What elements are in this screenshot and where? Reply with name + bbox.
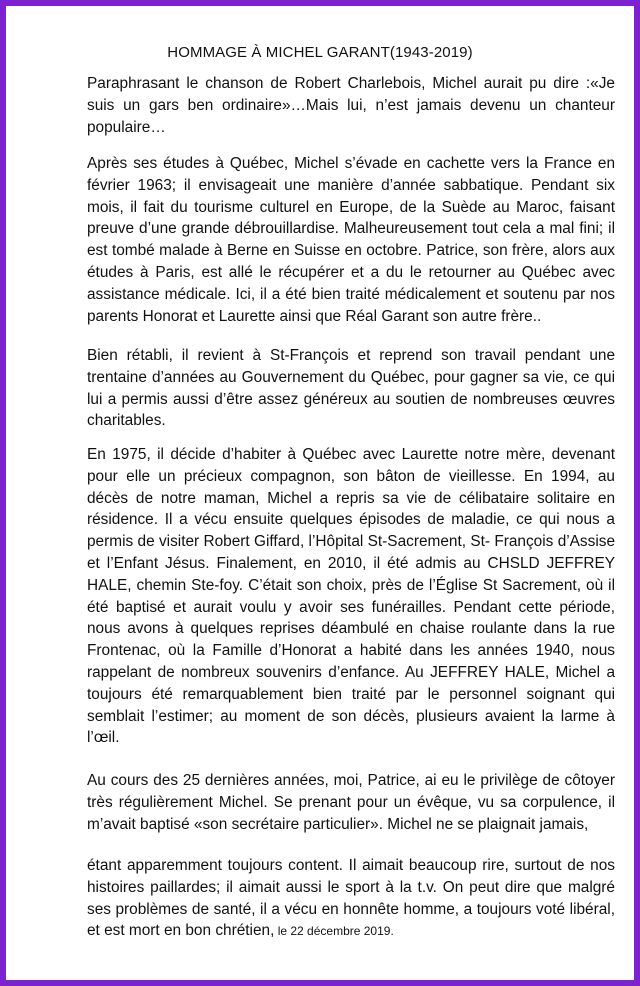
paragraph-conclusion xyxy=(87,855,615,943)
paragraph-later-life: En 1975, il décide d’habiter à Québec avec Laurette notre mère, devenant pour elle un précieux compagnon, son bâton de vieillesse. En 1994, au décès de notre maman, Michel a repris sa vie de célibataire solitaire en résidence. Il a vécu ensuite quelques épisodes de maladie, ce qui nous a permis de visiter Robert Giffard, l’Hôpital St-Sacrement, St- François d’Assise et l’Enfant Jésus. Finalement, en 2010, il été admis au CHSLD JEFFREY HALE, chemin Ste-foy. C’était son choix, près de l’Église St Sacrement, où il été baptisé et aurait voulu y avoir ses funérailles. Pendant cette période, nous avons à quelques reprises déambulé en chaise roulante dans la rue Frontenac, où la Famille d’Honorat a habité dans les années 1940, nous rappelant de nombreux souvenirs d’enfance. Au JEFFREY HALE, Michel a toujours été remarquablement bien traité par le personnel soignant qui semblait l’estimer; au moment de son décès, plusieurs avaient la larme à l’œil. xyxy=(87,446,615,747)
paragraph-studies-and-travel: Après ses études à Québec, Michel s’évade en cachette vers la France en février 1963; il envisageait une manière d’année sabbatique. Pendant six mois, il fait du tourisme culturel en Europe, de la Suède au Maroc, faisant preuve d’une grande débrouillardise. Malheureusement tout cela a mal fini; il est tombé malade à Berne en Suisse en octobre. Patrice, son frère, alors aux études à Paris, est allé le récupérer et a du le retourner au Québec avec assistance médicale. Ici, il a été bien traité médicalement et soutenu par nos parents Honorat et Laurette ainsi que Réal Garant son autre frère.. xyxy=(87,155,615,325)
paragraph-intro: Paraphrasant le chanson de Robert Charlebois, Michel aurait pu dire :«Je suis un gars ben ordinaire»…Mais lui, n’est jamais devenu un chanteur populaire… xyxy=(87,75,615,136)
closing-date: le 22 décembre 2019. xyxy=(274,924,394,939)
conclusion-text: étant apparemment toujours content. Il aimait beaucoup rire, surtout de nos histoires paillardes; il aimait aussi le sport à la t.v. On peut dire que malgré ses problèmes de santé, il a vécu en honnête homme, a toujours voté libéral, et est mort en bon chrétien, xyxy=(87,857,615,940)
document-title: HOMMAGE À MICHEL GARANT(1943-2019) xyxy=(167,44,473,61)
paragraph-career: Bien rétabli, il revient à St-François et reprend son travail pendant une trentaine d’années au Gouvernement du Québec, pour gagner sa vie, ce qui lui a permis aussi d’être assez généreux au soutien de nombreuses œuvres charitables. xyxy=(87,347,615,430)
paragraph-last-years: Au cours des 25 dernières années, moi, Patrice, ai eu le privilège de côtoyer très régulièrement Michel. Se prenant pour un évêque, vu sa corpulence, il m’avait baptisé «son secrétaire particulier». Michel ne se plaignait jamais, xyxy=(87,772,615,833)
